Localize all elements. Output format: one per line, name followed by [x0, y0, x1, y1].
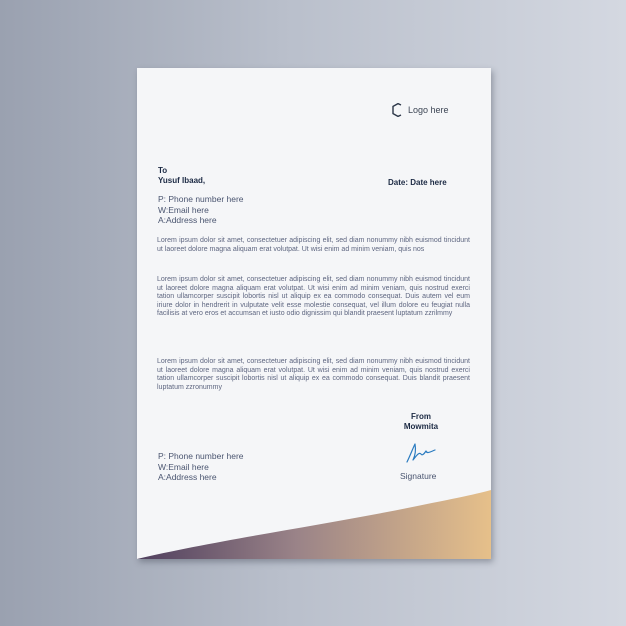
contact-email: W:Email here [158, 204, 209, 215]
body-paragraph: Lorem ipsum dolor sit amet, consectetuer adipiscing elit, sed diam nonummy nibh euismod tincidunt ut laoreet dolore magna aliquam erat volutpat. Ut wisi enim ad minim veniam, quis nostrud exerci tation ullamcorper suscipit lobortis nisl ut aliquip ex ea commodo consequat. Duis autem vel eum iriure dolor in hendrerit in vulputate velit esse molestie consequat, vel illum dolore eu feugiat nulla facilisis at vero eros et accumsan et iusto odio dignissim qui blandit praesent luptatum zzrilmmy [157, 276, 470, 318]
to-label: To [158, 166, 168, 175]
contact-email: W:Email here [158, 461, 209, 472]
from-label: From [411, 412, 431, 421]
contact-address: A:Address here [158, 472, 217, 482]
contact-phone: P: Phone number here [158, 194, 244, 204]
contact-phone: P: Phone number here [158, 451, 244, 461]
recipient-contact [158, 194, 244, 226]
handwritten-signature [404, 442, 438, 464]
sender-block [395, 412, 447, 432]
sender-contact [158, 451, 244, 483]
logo-text: Logo here [408, 105, 449, 115]
body-paragraph: Lorem ipsum dolor sit amet, consectetuer adipiscing elit, sed diam nonummy nibh euismod tincidunt ut laoreet dolore magna aliquam erat volutpat. Ut wisi enim ad minim veniam, quis nos [157, 237, 470, 253]
sender-name: Mowmita [403, 422, 439, 431]
body-paragraph: Lorem ipsum dolor sit amet, consectetuer adipiscing elit, sed diam nonummy nibh euismod tincidunt ut laoreet dolore magna aliquam erat volutpat. Ut wisi enim ad minim veniam, quis nostrud exerci tation ullamcorper suscipit lobortis nisl ut aliquip ex ea commodo consequat. Duis blandit praesent luptatum zzronummy [157, 358, 470, 391]
signature-label: Signature [400, 471, 437, 481]
recipient-name: Yusuf Ibaad, [158, 176, 206, 185]
letterhead-sheet [137, 68, 491, 559]
letter-date: Date: Date here [388, 178, 447, 187]
logo [392, 103, 449, 117]
hexagon-logo-icon [392, 103, 404, 117]
contact-address: A:Address here [158, 215, 217, 225]
